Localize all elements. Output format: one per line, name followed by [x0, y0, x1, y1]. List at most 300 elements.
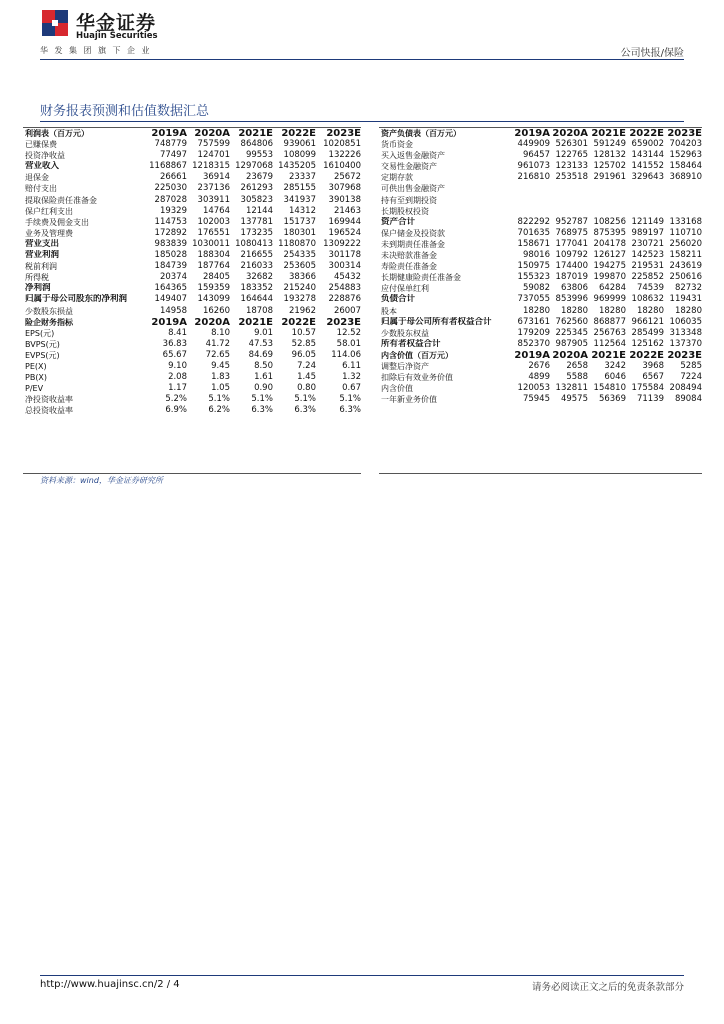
cell-value: 75945	[522, 394, 550, 405]
cell-value: 659002	[631, 139, 664, 150]
cell-value: 225852	[631, 272, 664, 283]
cell-value: 737055	[517, 294, 550, 305]
cell-value: 23679	[245, 172, 273, 183]
page-header	[40, 8, 684, 60]
cell-value	[512, 183, 550, 194]
cell-value: 196524	[328, 227, 361, 238]
cell-value: 305823	[240, 194, 273, 205]
table-row	[23, 361, 361, 372]
cell-value: 4899	[528, 372, 550, 383]
cell-value: 237136	[197, 183, 230, 194]
cell-value: 216033	[240, 261, 273, 272]
cell-value: 3968	[642, 360, 664, 371]
row-label: 货币资金	[381, 140, 413, 150]
table-row	[23, 217, 361, 228]
company-name-cn: 华金证券	[76, 12, 157, 34]
cell-value: 183352	[240, 283, 273, 294]
year-header: 2021E	[591, 128, 626, 139]
cell-value: 36.83	[162, 338, 187, 349]
cell-value: 32682	[245, 272, 273, 283]
row-label: 赔付支出	[25, 184, 57, 194]
table-row	[23, 294, 361, 305]
cell-value: 185028	[154, 250, 187, 261]
row-label: 手续费及佣金支出	[25, 217, 89, 227]
cell-value	[512, 195, 550, 206]
row-label: 业务及管理费	[25, 228, 73, 238]
table-row	[379, 328, 702, 339]
table-row	[23, 339, 361, 350]
cell-value: 10.57	[291, 327, 316, 338]
section-header-label: 险企财务指标	[25, 317, 73, 327]
cell-value: 5.2%	[165, 394, 187, 405]
cell-value	[626, 206, 664, 217]
cell-value: 172892	[154, 227, 187, 238]
cell-value: 96457	[522, 150, 550, 161]
cell-value: 1.83	[211, 372, 230, 383]
cell-value: 152963	[669, 150, 702, 161]
cell-value: 126127	[593, 250, 626, 261]
cell-value	[626, 183, 664, 194]
cell-value: 1218315	[192, 161, 230, 172]
cell-value	[550, 195, 588, 206]
row-label: PB(X)	[25, 373, 48, 383]
cell-value: 216810	[517, 172, 550, 183]
cell-value: 5588	[566, 372, 588, 383]
table-row	[379, 206, 702, 217]
cell-value: 21962	[288, 305, 316, 316]
table-bottom-rule-left	[23, 473, 361, 474]
cell-value: 142523	[631, 250, 664, 261]
huajin-logo-icon	[40, 8, 70, 38]
cell-value: 28405	[202, 272, 230, 283]
row-label: 总投资收益率	[25, 406, 73, 416]
year-header: 2019A	[151, 316, 187, 328]
data-source-note: 资料来源：wind，华金证券研究所	[40, 476, 163, 485]
section-divider	[40, 121, 684, 122]
cell-value: 137370	[669, 338, 702, 349]
cell-value	[664, 206, 702, 217]
table-row	[379, 372, 702, 383]
table-row	[23, 383, 361, 394]
cell-value: 6.3%	[251, 405, 273, 416]
cell-value: 261293	[240, 183, 273, 194]
cell-value: 291961	[593, 172, 626, 183]
cell-value: 63806	[560, 283, 588, 294]
table-row	[379, 294, 702, 305]
row-label: 长期健康险责任准备金	[381, 273, 461, 283]
row-label: 负债合计	[381, 294, 416, 305]
cell-value: 6046	[604, 372, 626, 383]
cell-value: 119431	[669, 294, 702, 305]
table-row	[379, 339, 702, 350]
cell-value: 18280	[560, 305, 588, 316]
cell-value: 174400	[555, 261, 588, 272]
cell-value: 868877	[593, 316, 626, 327]
table-row	[379, 239, 702, 250]
table-row	[23, 250, 361, 261]
cell-value: 1.05	[211, 383, 230, 394]
row-label: 所有者权益合计	[381, 338, 441, 349]
year-header: 2022E	[629, 128, 664, 139]
row-label: 应付保单红利	[381, 284, 429, 294]
cell-value: 121149	[631, 216, 664, 227]
cell-value: 109792	[555, 250, 588, 261]
cell-value: 216655	[240, 250, 273, 261]
footer-url[interactable]: http://www.huajinsc.cn/2 / 4	[40, 979, 180, 990]
year-header: 2022E	[281, 316, 316, 328]
table-row	[23, 328, 361, 339]
cell-value: 449909	[517, 139, 550, 150]
cell-value: 853996	[555, 294, 588, 305]
cell-value: 155323	[517, 272, 550, 283]
footer-disclaimer: 请务必阅读正文之后的免责条款部分	[531, 982, 684, 993]
table-top-rule-right	[379, 127, 702, 128]
cell-value: 143144	[631, 150, 664, 161]
cell-value: 112564	[593, 338, 626, 349]
table-row	[23, 372, 361, 383]
row-label: 净投资收益率	[25, 395, 73, 405]
cell-value: 1.17	[168, 383, 187, 394]
cell-value: 0.80	[297, 383, 316, 394]
table-row	[379, 139, 702, 150]
cell-value: 47.53	[248, 338, 273, 349]
cell-value: 1020851	[323, 139, 361, 150]
cell-value: 864806	[240, 139, 273, 150]
balance-header-row	[379, 128, 702, 139]
cell-value: 768975	[555, 227, 588, 238]
cell-value: 26007	[333, 305, 361, 316]
cell-value: 41.72	[205, 338, 230, 349]
row-label: 未到期责任准备金	[381, 239, 445, 249]
table-row	[379, 261, 702, 272]
cell-value: 120053	[517, 383, 550, 394]
year-header: 2022E	[629, 349, 664, 361]
cell-value: 141552	[631, 161, 664, 172]
cell-value: 1297068	[235, 161, 273, 172]
cell-value: 18280	[674, 305, 702, 316]
cell-value: 18280	[636, 305, 664, 316]
cell-value: 341937	[283, 194, 316, 205]
value-header-row	[379, 350, 702, 361]
year-header: 2023E	[667, 349, 702, 361]
cell-value: 5285	[680, 360, 702, 371]
cell-value: 169944	[328, 216, 361, 227]
cell-value: 1.45	[297, 372, 316, 383]
cell-value: 287028	[154, 194, 187, 205]
year-header: 2019A	[514, 349, 550, 361]
cell-value: 253518	[555, 172, 588, 183]
row-label: 内含价值	[381, 384, 413, 394]
cell-value	[512, 206, 550, 217]
cell-value: 285155	[283, 183, 316, 194]
cell-value: 250616	[669, 272, 702, 283]
table-row	[379, 183, 702, 194]
cell-value: 188304	[197, 250, 230, 261]
table-row	[23, 228, 361, 239]
cell-value: 122765	[555, 150, 588, 161]
cell-value: 177041	[555, 238, 588, 249]
cell-value: 123133	[555, 161, 588, 172]
cell-value	[550, 183, 588, 194]
year-header: 2019A	[151, 128, 187, 139]
table-top-rule-left	[23, 127, 361, 128]
cell-value: 243619	[669, 261, 702, 272]
row-label: EPS(元)	[25, 328, 55, 338]
cell-value: 64284	[598, 283, 626, 294]
table-row	[23, 261, 361, 272]
cell-value: 6.11	[342, 360, 361, 371]
cell-value: 9.01	[254, 327, 273, 338]
cell-value: 2658	[566, 360, 588, 371]
row-label: P/EV	[25, 384, 44, 394]
row-label: EVPS(元)	[25, 350, 60, 360]
cell-value: 151737	[283, 216, 316, 227]
cell-value: 82732	[674, 283, 702, 294]
row-label: 税前利润	[25, 262, 57, 272]
year-header: 2021E	[238, 128, 273, 139]
cell-value: 18708	[245, 305, 273, 316]
cell-value: 14958	[159, 305, 187, 316]
year-header: 2019A	[514, 128, 550, 139]
cell-value: 143099	[197, 294, 230, 305]
table-row	[379, 272, 702, 283]
cell-value: 822292	[517, 216, 550, 227]
row-label: 提取保险责任准备金	[25, 195, 97, 205]
cell-value: 5.1%	[294, 394, 316, 405]
row-label: 买入返售金融资产	[381, 151, 445, 161]
cell-value: 20374	[159, 272, 187, 283]
table-row	[23, 139, 361, 150]
cell-value: 19329	[159, 205, 187, 216]
row-label: 净利润	[25, 283, 51, 294]
cell-value: 757599	[197, 139, 230, 150]
row-label: PE(X)	[25, 361, 47, 371]
cell-value: 368910	[669, 172, 702, 183]
cell-value: 7.24	[297, 360, 316, 371]
cell-value: 1168867	[149, 161, 187, 172]
table-row	[379, 361, 702, 372]
table-row	[379, 250, 702, 261]
cell-value: 106035	[669, 316, 702, 327]
cell-value: 1180870	[278, 238, 316, 249]
cell-value: 98016	[522, 250, 550, 261]
year-header: 2021E	[238, 316, 273, 328]
cell-value: 989197	[631, 227, 664, 238]
cell-value: 0.67	[342, 383, 361, 394]
cell-value: 18280	[522, 305, 550, 316]
table-row	[379, 317, 702, 328]
table-row	[379, 283, 702, 294]
cell-value: 158211	[669, 250, 702, 261]
row-label: 营业支出	[25, 238, 60, 249]
cell-value: 12.52	[336, 327, 361, 338]
year-header: 2023E	[667, 128, 702, 139]
cell-value: 987905	[555, 338, 588, 349]
row-label: 投资净收益	[25, 151, 65, 161]
cell-value	[588, 195, 626, 206]
table-row	[23, 350, 361, 361]
table-row	[23, 150, 361, 161]
cell-value: 58.01	[336, 338, 361, 349]
cell-value	[588, 206, 626, 217]
cell-value: 16260	[202, 305, 230, 316]
cell-value: 132811	[555, 383, 588, 394]
row-label: 股本	[381, 306, 397, 316]
cell-value: 2.08	[168, 372, 187, 383]
cell-value: 952787	[555, 216, 588, 227]
cell-value: 158671	[517, 238, 550, 249]
cell-value: 25672	[333, 172, 361, 183]
cell-value: 204178	[593, 238, 626, 249]
cell-value: 875395	[593, 227, 626, 238]
cell-value: 77497	[159, 150, 187, 161]
table-row	[23, 272, 361, 283]
cell-value: 303911	[197, 194, 230, 205]
cell-value: 228876	[328, 294, 361, 305]
cell-value: 673161	[517, 316, 550, 327]
row-label: 已赚保费	[25, 140, 57, 150]
cell-value: 6.3%	[339, 405, 361, 416]
row-label: 少数股东权益	[381, 328, 429, 338]
cell-value: 969999	[593, 294, 626, 305]
cell-value: 71139	[636, 394, 664, 405]
row-label: 保户储金及投资款	[381, 228, 445, 238]
row-label: 营业收入	[25, 161, 60, 172]
cell-value: 173235	[240, 227, 273, 238]
cell-value: 254883	[328, 283, 361, 294]
year-header: 2020A	[552, 349, 588, 361]
cell-value	[626, 195, 664, 206]
row-label: 扣除后有效业务价值	[381, 373, 453, 383]
row-label: 资产合计	[381, 216, 416, 227]
cell-value: 199870	[593, 272, 626, 283]
table-row	[23, 206, 361, 217]
table-row	[23, 183, 361, 194]
cell-value: 110710	[669, 227, 702, 238]
cell-value: 5.1%	[208, 394, 230, 405]
cell-value: 114753	[154, 216, 187, 227]
row-label: 可供出售金融资产	[381, 184, 445, 194]
table-row	[23, 394, 361, 405]
year-header: 2020A	[194, 316, 230, 328]
header-divider	[40, 59, 684, 60]
cell-value: 137781	[240, 216, 273, 227]
table-row	[379, 172, 702, 183]
cell-value: 230721	[631, 238, 664, 249]
cell-value: 313348	[669, 327, 702, 338]
section-title: 财务报表预测和估值数据汇总	[40, 104, 210, 119]
cell-value: 132226	[328, 150, 361, 161]
company-tagline: 华发集团旗下企业	[40, 46, 156, 55]
cell-value: 966121	[631, 316, 664, 327]
cell-value: 164365	[154, 283, 187, 294]
cell-value: 390138	[328, 194, 361, 205]
table-bottom-rule-right	[379, 473, 702, 474]
cell-value: 74539	[636, 283, 664, 294]
cell-value: 108632	[631, 294, 664, 305]
cell-value: 256763	[593, 327, 626, 338]
row-label: 保户红利支出	[25, 206, 73, 216]
table-row	[23, 405, 361, 416]
cell-value: 256020	[669, 238, 702, 249]
table-row	[23, 283, 361, 294]
row-label: 营业利润	[25, 250, 60, 261]
row-label: 归属于母公司股东的净利润	[25, 294, 128, 305]
cell-value: 45432	[333, 272, 361, 283]
cell-value: 983839	[154, 238, 187, 249]
cell-value: 253605	[283, 261, 316, 272]
cell-value: 307968	[328, 183, 361, 194]
ratios-header-row	[23, 317, 361, 328]
cell-value: 56369	[598, 394, 626, 405]
row-label: 所得税	[25, 273, 49, 283]
cell-value: 133168	[669, 216, 702, 227]
cell-value	[664, 183, 702, 194]
cell-value: 1080413	[235, 238, 273, 249]
cell-value: 1309222	[323, 238, 361, 249]
section-header-label: 利润表（百万元）	[25, 129, 89, 138]
table-row	[23, 239, 361, 250]
cell-value: 301178	[328, 250, 361, 261]
cell-value: 208494	[669, 383, 702, 394]
table-row	[379, 383, 702, 394]
row-label: 长期股权投资	[381, 206, 429, 216]
cell-value: 526301	[555, 139, 588, 150]
row-label: 交易性金融资产	[381, 162, 437, 172]
cell-value: 187764	[197, 261, 230, 272]
table-row	[23, 161, 361, 172]
year-header: 2023E	[326, 128, 361, 139]
balance-sheet-table	[379, 128, 702, 405]
table-row	[379, 394, 702, 405]
cell-value: 14312	[288, 205, 316, 216]
year-header: 2023E	[326, 316, 361, 328]
cell-value: 23337	[288, 172, 316, 183]
cell-value: 128132	[593, 150, 626, 161]
cell-value: 36914	[202, 172, 230, 183]
cell-value: 193278	[283, 294, 316, 305]
cell-value: 254335	[283, 250, 316, 261]
cell-value: 8.10	[211, 327, 230, 338]
cell-value	[588, 183, 626, 194]
cell-value: 179209	[517, 327, 550, 338]
cell-value: 2676	[528, 360, 550, 371]
cell-value: 175584	[631, 383, 664, 394]
cell-value: 0.90	[254, 383, 273, 394]
cell-value: 150975	[517, 261, 550, 272]
row-label: 少数股东损益	[25, 306, 73, 316]
cell-value: 591249	[593, 139, 626, 150]
table-row	[379, 161, 702, 172]
cell-value: 852370	[517, 338, 550, 349]
cell-value: 164644	[240, 294, 273, 305]
cell-value: 225030	[154, 183, 187, 194]
cell-value: 187019	[555, 272, 588, 283]
cell-value: 701635	[517, 227, 550, 238]
cell-value: 38366	[288, 272, 316, 283]
cell-value	[664, 195, 702, 206]
table-row	[379, 195, 702, 206]
row-label: 调整后净资产	[381, 361, 429, 371]
row-label: 持有至到期投资	[381, 195, 437, 205]
row-label: 退保金	[25, 173, 49, 183]
cell-value: 1435205	[278, 161, 316, 172]
year-header: 2022E	[281, 128, 316, 139]
table-row	[23, 195, 361, 206]
table-row	[23, 172, 361, 183]
cell-value: 8.50	[254, 360, 273, 371]
cell-value: 102003	[197, 216, 230, 227]
